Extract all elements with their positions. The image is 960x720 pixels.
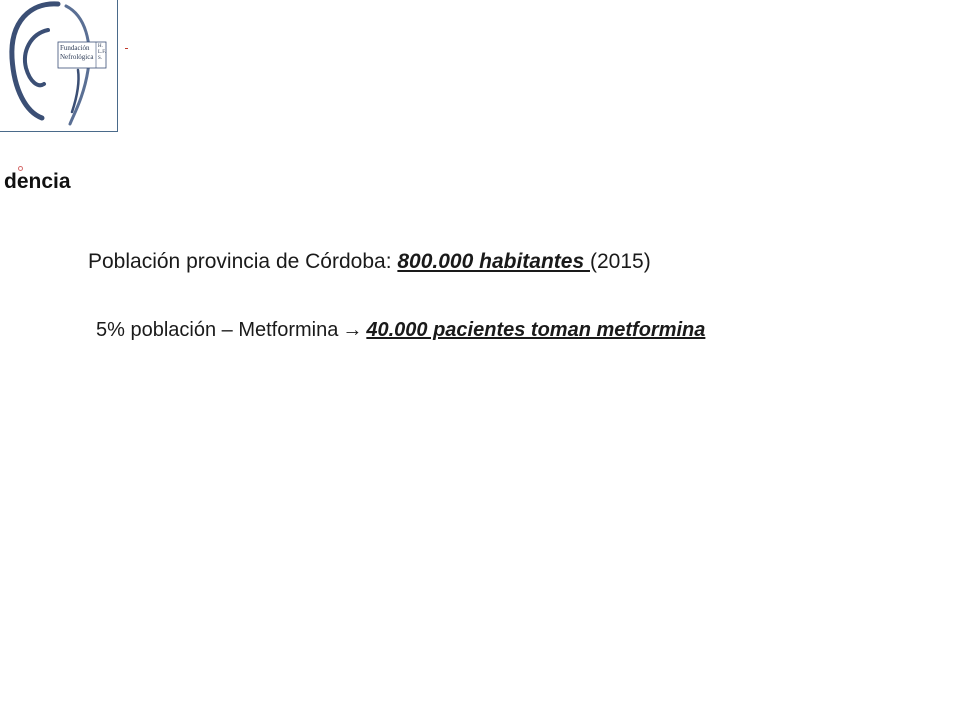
logo-name: [60, 44, 98, 62]
population-line: [88, 250, 651, 274]
kidney-logo-icon: [0, 0, 118, 132]
logo-name-line-1: Fundación: [60, 44, 90, 52]
metformin-prefix: 5% población – Metformina: [96, 319, 339, 341]
metformin-line: [96, 319, 705, 342]
metformin-patients: 40.000 pacientes toman metformina: [366, 319, 706, 341]
logo: [0, 0, 118, 132]
population-year: (2015): [589, 250, 651, 273]
logo-name-line-2: Nefrológica: [60, 53, 94, 61]
slide-heading: dencia: [4, 170, 71, 193]
population-value: 800.000 habitantes: [397, 250, 590, 273]
arrow-right-icon: →: [342, 319, 363, 341]
logo-seal: H.L.F.S.: [98, 44, 106, 61]
population-prefix: Población provincia de Córdoba:: [88, 250, 398, 273]
red-dash-mark: [125, 48, 128, 49]
